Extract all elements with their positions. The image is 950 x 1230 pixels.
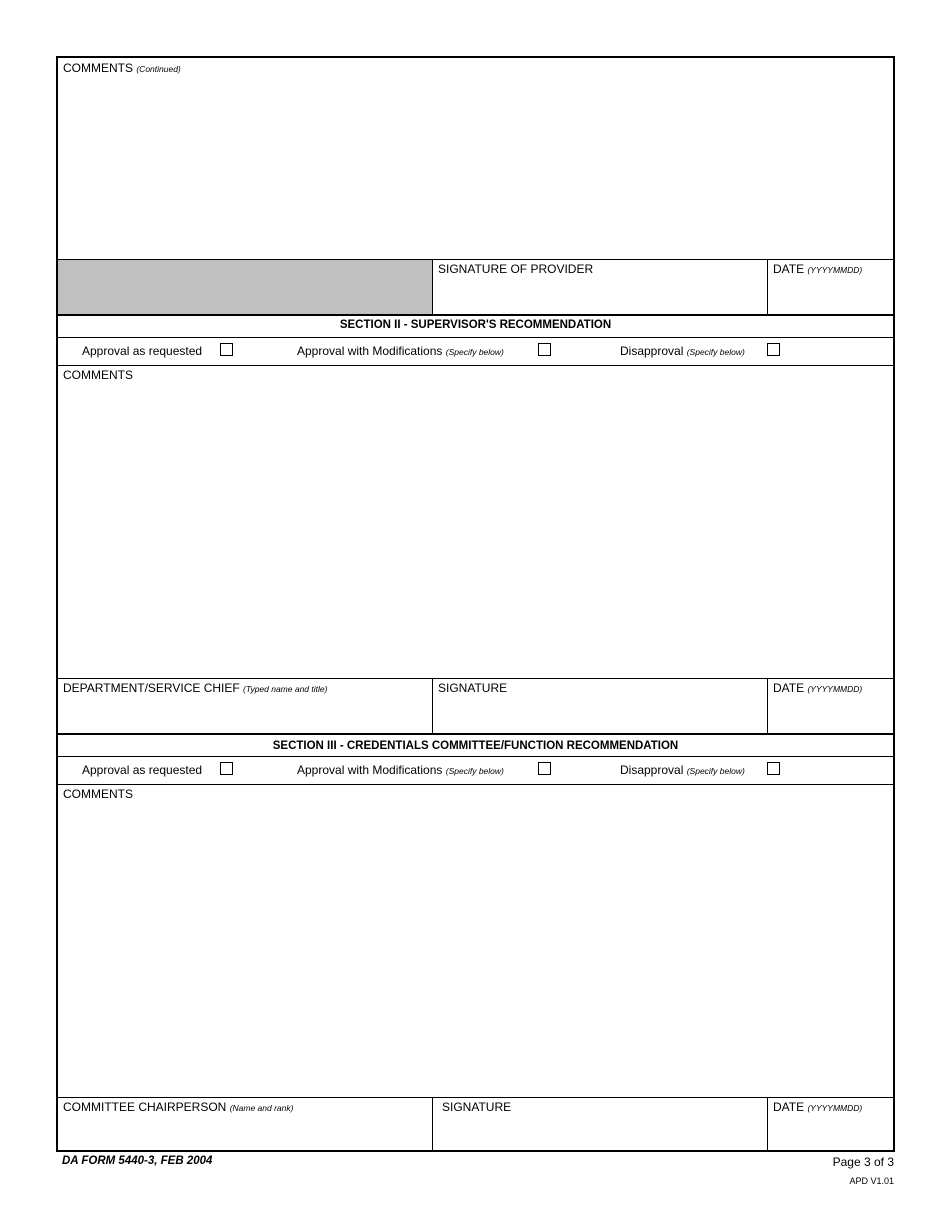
s2-approval-checkbox[interactable] <box>220 343 233 356</box>
s2-comments-field[interactable] <box>58 366 893 678</box>
s3-date-field[interactable] <box>768 1098 893 1150</box>
provider-signature-field[interactable] <box>433 260 767 314</box>
chief-label-text: DEPARTMENT/SERVICE CHIEF <box>63 681 240 695</box>
s2-date-label-text: DATE <box>773 681 805 695</box>
s3-modifications-label <box>297 763 504 777</box>
s3-date-format-note: (YYYYMMDD) <box>807 1103 863 1113</box>
s2-modifications-checkbox[interactable] <box>538 343 551 356</box>
s2-date-format-note: (YYYYMMDD) <box>807 684 863 694</box>
s3-modifications-checkbox[interactable] <box>538 762 551 775</box>
s3-disapproval-checkbox[interactable] <box>767 762 780 775</box>
comments-note: (Continued) <box>136 64 181 74</box>
s2-modifications-label <box>297 344 504 358</box>
s3-approval-checkbox[interactable] <box>220 762 233 775</box>
s2-disapproval-text: Disapproval <box>620 344 684 358</box>
form-identifier: DA FORM 5440-3, FEB 2004 <box>62 1155 213 1167</box>
comments-continued-field[interactable] <box>58 58 893 259</box>
provider-signature-label: SIGNATURE OF PROVIDER <box>438 262 594 276</box>
shaded-block <box>58 260 432 314</box>
s2-disapproval-label <box>620 344 745 358</box>
s3-approval-label: Approval as requested <box>82 763 203 777</box>
s3-disapproval-text: Disapproval <box>620 763 684 777</box>
chair-note: (Name and rank) <box>229 1103 294 1113</box>
s3-disapproval-note: (Specify below) <box>686 766 745 776</box>
s3-comments-label: COMMENTS <box>63 787 133 801</box>
section-ii-title: SECTION II - SUPERVISOR'S RECOMMENDATION <box>339 319 612 331</box>
s2-modifications-text: Approval with Modifications <box>297 344 443 358</box>
s2-modifications-note: (Specify below) <box>445 347 504 357</box>
s2-approval-label: Approval as requested <box>82 344 203 358</box>
s2-signature-label: SIGNATURE <box>438 681 508 695</box>
form-page <box>56 56 895 1152</box>
form-version: APD V1.01 <box>849 1176 894 1186</box>
s3-date-label-text: DATE <box>773 1100 805 1114</box>
comments-label-text: COMMENTS <box>63 61 133 75</box>
s3-modifications-note: (Specify below) <box>445 766 504 776</box>
provider-date-field[interactable] <box>768 260 893 314</box>
chairperson-field[interactable] <box>58 1098 432 1150</box>
s2-comments-label: COMMENTS <box>63 368 133 382</box>
s3-signature-label: SIGNATURE <box>442 1100 512 1114</box>
chair-label-text: COMMITTEE CHAIRPERSON <box>63 1100 227 1114</box>
s2-disapproval-checkbox[interactable] <box>767 343 780 356</box>
s3-signature-field[interactable] <box>433 1098 767 1150</box>
s2-date-field[interactable] <box>768 679 893 734</box>
s2-signature-field[interactable] <box>433 679 767 734</box>
s2-disapproval-note: (Specify below) <box>686 347 745 357</box>
chief-note: (Typed name and title) <box>243 684 328 694</box>
section-iii-title: SECTION III - CREDENTIALS COMMITTEE/FUNCTION RECOMMENDATION <box>272 740 679 752</box>
page-number: Page 3 of 3 <box>832 1155 894 1169</box>
s3-modifications-text: Approval with Modifications <box>297 763 443 777</box>
s3-disapproval-label <box>620 763 745 777</box>
date-label-text: DATE <box>773 262 805 276</box>
chief-name-field[interactable] <box>58 679 432 734</box>
s3-comments-field[interactable] <box>58 785 893 1097</box>
date-format-note: (YYYYMMDD) <box>807 265 863 275</box>
